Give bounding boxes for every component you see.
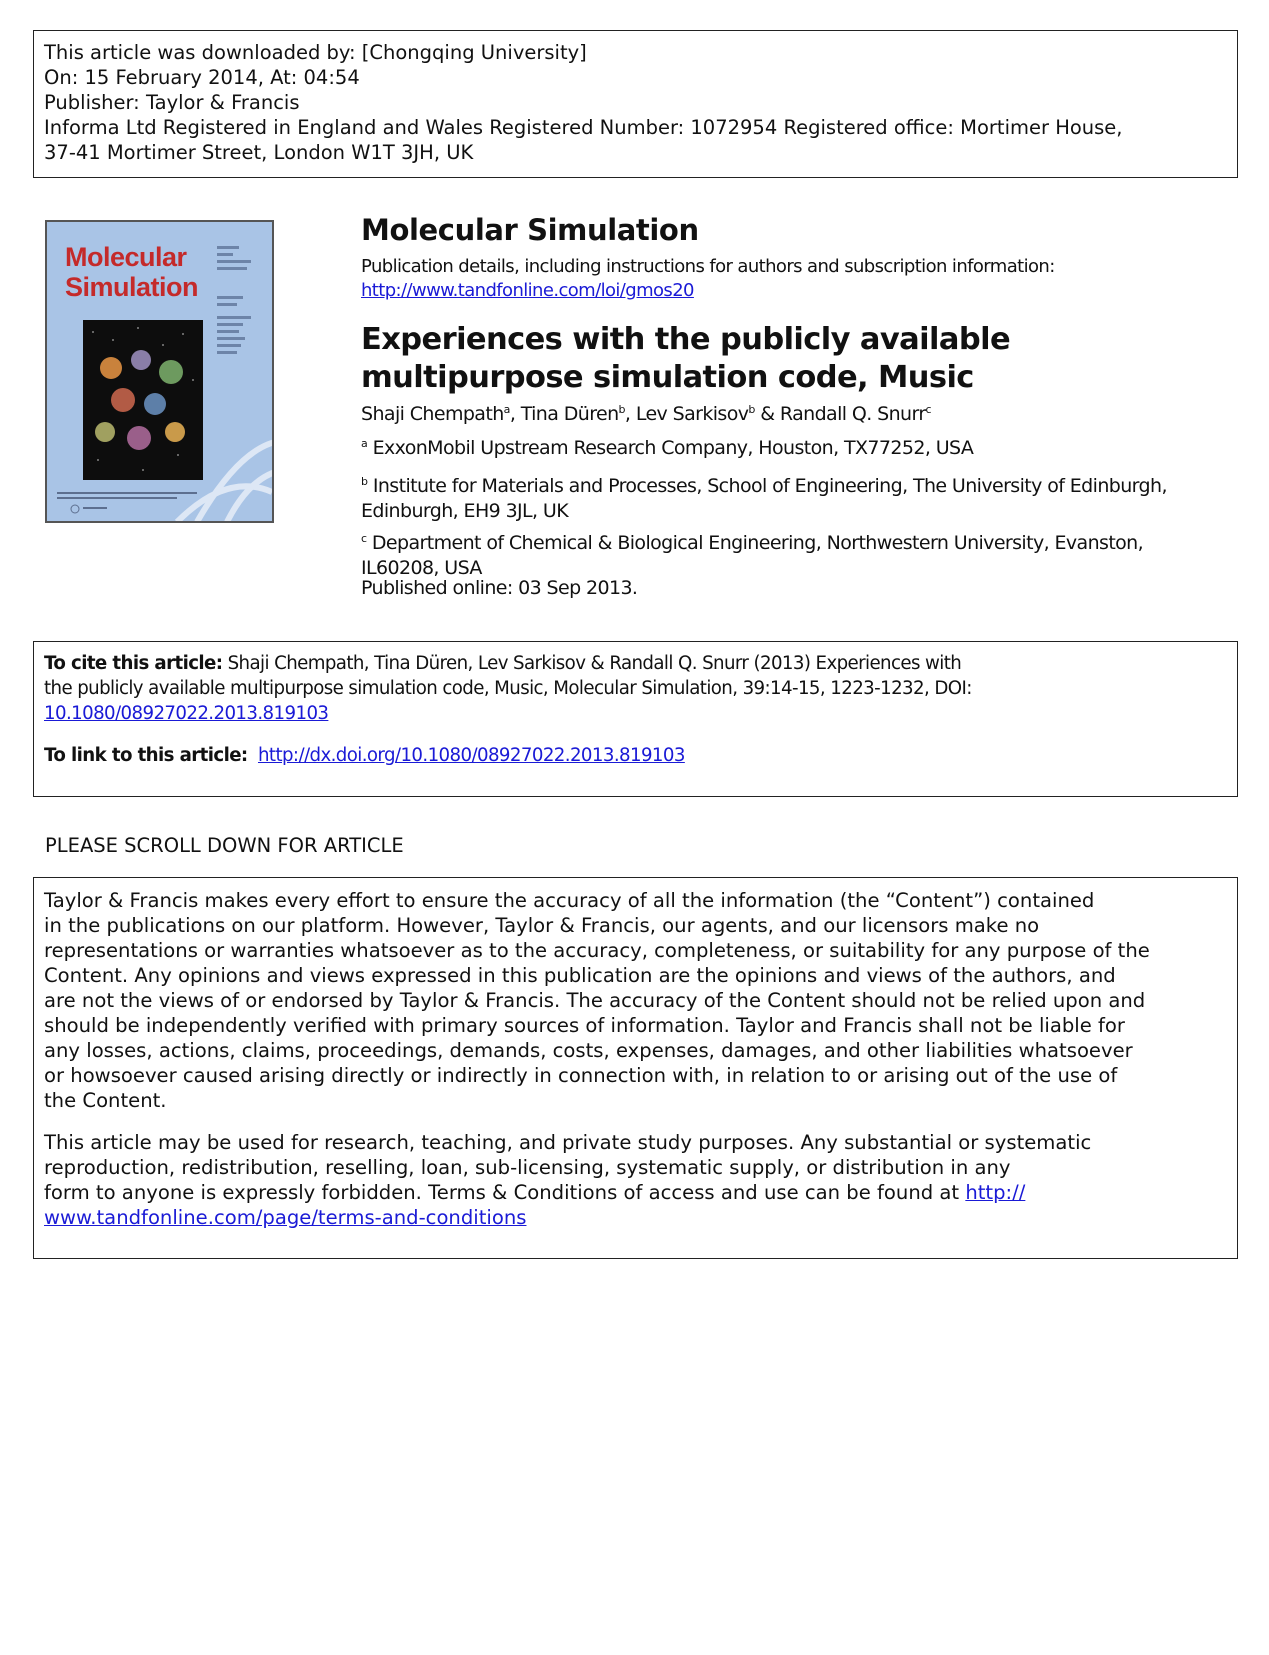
scroll-down-note: PLEASE SCROLL DOWN FOR ARTICLE (45, 834, 404, 857)
citation-text: the publicly available multipurpose simulation code, Music, Molecular Simulation, 39:14-15, 1223-1232, DOI: (44, 678, 972, 699)
publication-details: Publication details, including instructions for authors and subscription information: (361, 256, 1055, 277)
affiliation-b: $^b$ Institute for Materials and Processes, School of Engineering, The University of Edinburgh, Edinburgh, EH9 3JL, UK (361, 475, 1167, 522)
cite-label: To cite this article: (44, 653, 223, 674)
download-line: 37-41 Mortimer Street, London W1T 3JH, UK (44, 141, 474, 164)
cover-title: Molecular Simulation (65, 242, 199, 302)
cover-publisher-strip (55, 490, 230, 516)
affiliation-c: $^c$ Department of Chemical & Biological Engineering, Northwestern University, Evanston, IL60208, USA (361, 532, 1144, 579)
disclaimer-paragraph: Taylor & Francis makes every effort to ensure the accuracy of all the information (the “Content”) contained in the publications on our platform. However, Taylor & Francis, our agents, and our licensors make no representations or warranties whatsoever as to the accuracy, completeness, or suitability for any purpose of the Content. Any opinions and views expressed in this publication are the opinions and views of the authors, and are not the views of or endorsed by Taylor & Francis. The accuracy of the Content should not be relied upon and should be independently verified with primary sources of information. Taylor and Francis shall not be liable for any losses, actions, claims, proceedings, demands, costs, expenses, damages, and other liabilities whatsoever or howsoever caused arising directly or indirectly in connection with, in relation to or arising out of the use of the Content. (44, 889, 1150, 1112)
author-affiliation-marker: a (503, 403, 510, 416)
author-name: Shaji Chempath (361, 403, 504, 425)
doi-link[interactable]: 10.1080/08927022.2013.819103 (44, 703, 329, 724)
affiliation-a: $^a$ ExxonMobil Upstream Research Company, Houston, TX77252, USA (361, 437, 974, 459)
link-label: To link to this article: (44, 745, 248, 766)
author-affiliation-marker: c (925, 403, 931, 416)
download-info-box (33, 30, 1238, 178)
article-title: Experiences with the publicly available multipurpose simulation code, Music (361, 322, 1011, 395)
author-name: Randall Q. Snurr (779, 403, 926, 425)
author-list: Shaji Chempath$^a$, Tina Düren$^b$, Lev Sarkisov$^b$ & Randall Q. Snurr$^c$ (361, 403, 931, 425)
disclaimer-box (33, 877, 1238, 1259)
author-affiliation-marker: b (618, 403, 625, 416)
published-date: Published online: 03 Sep 2013. (361, 577, 638, 599)
download-line: Publisher: Taylor & Francis (44, 91, 300, 114)
download-line: On: 15 February 2014, At: 04:54 (44, 66, 360, 89)
author-name: Lev Sarkisov (635, 403, 749, 425)
journal-cover-image (45, 220, 274, 523)
download-line: This article was downloaded by: [Chongqing University] (44, 41, 587, 64)
author-name: Tina Düren (520, 403, 619, 425)
author-affiliation-marker: b (748, 403, 755, 416)
journal-title: Molecular Simulation (361, 213, 699, 247)
journal-url-link[interactable]: http://www.tandfonline.com/loi/gmos20 (361, 280, 694, 301)
citation-box (33, 641, 1238, 797)
terms-link[interactable]: http:// (965, 1181, 1026, 1204)
download-line: Informa Ltd Registered in England and Wales Registered Number: 1072954 Registered office: Mortimer House, (44, 116, 1123, 139)
article-link[interactable]: http://dx.doi.org/10.1080/08927022.2013.819103 (257, 745, 685, 766)
terms-link[interactable]: www.tandfonline.com/page/terms-and-conditions (44, 1206, 527, 1229)
usage-paragraph: This article may be used for research, teaching, and private study purposes. Any substantial or systematic reproduction, redistribution, reselling, loan, sub-licensing, systematic supply, or distribution in any form to anyone is expressly forbidden. Terms & Conditions of access and use can be found at http:// www.tandfonline.com/page/terms-and-conditions (44, 1131, 1092, 1229)
citation-text: Shaji Chempath, Tina Düren, Lev Sarkisov & Randall Q. Snurr (2013) Experiences with (227, 653, 962, 674)
